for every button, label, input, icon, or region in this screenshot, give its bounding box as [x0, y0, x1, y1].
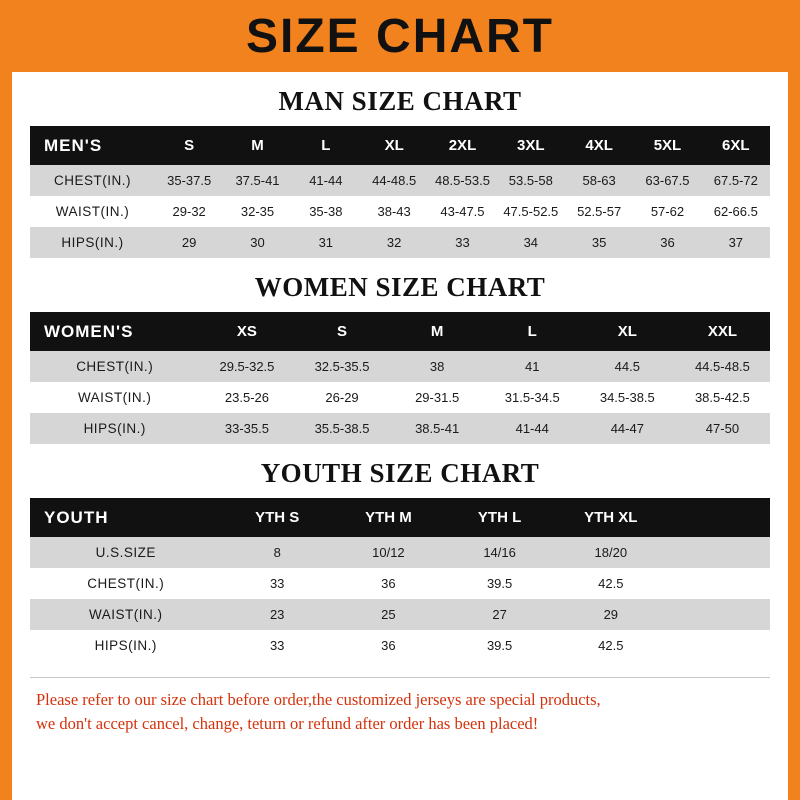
row-label-chest: CHEST(IN.): [76, 359, 154, 374]
cell: 27: [492, 607, 507, 622]
cell: 38.5-42.5: [694, 390, 750, 405]
cell: 41-44: [515, 421, 549, 436]
table-header-row: [30, 312, 770, 351]
cell: 44-48.5: [372, 173, 417, 188]
col-head-m: M: [430, 323, 444, 340]
col-head-yth-l: YTH L: [477, 509, 522, 526]
row-label-hips: HIPS(IN.): [61, 235, 124, 250]
cell: 35.5-38.5: [314, 421, 370, 436]
table-row: [30, 568, 770, 599]
section-title-men: MAN SIZE CHART: [278, 86, 522, 116]
cell: 67.5-72: [713, 173, 758, 188]
cell: 37: [728, 235, 744, 250]
table-row: [30, 382, 770, 413]
cell: 29-31.5: [415, 390, 460, 405]
cell: 18/20: [594, 545, 628, 560]
cell: 8: [273, 545, 281, 560]
col-head-yth-m: YTH M: [365, 509, 412, 526]
content-area: [12, 86, 788, 736]
cell: 37.5-41: [235, 173, 280, 188]
table-row: [30, 630, 770, 661]
cell: 26-29: [325, 390, 359, 405]
cell: 29-32: [172, 204, 206, 219]
cell: 35-37.5: [167, 173, 212, 188]
cell: 33: [269, 576, 285, 591]
cell: 23: [269, 607, 285, 622]
table-row: [30, 413, 770, 444]
footer-line-1: Please refer to our size chart before order,the customized jerseys are special products,: [36, 690, 601, 709]
col-head-s: S: [184, 137, 195, 154]
cell: 42.5: [598, 576, 624, 591]
row-label-chest: CHEST(IN.): [87, 576, 165, 591]
cell-spacer: [666, 630, 770, 661]
cell: 31.5-34.5: [504, 390, 560, 405]
section-title-youth: YOUTH SIZE CHART: [260, 458, 540, 488]
cell: 14/16: [483, 545, 516, 560]
cell: 35: [591, 235, 607, 250]
col-head-m: M: [251, 137, 264, 154]
cell-spacer: [666, 537, 770, 568]
cell: 38: [429, 359, 445, 374]
cell: 38.5-41: [415, 421, 460, 436]
women-size-table: [30, 312, 770, 444]
row-label-waist: WAIST(IN.): [89, 607, 163, 622]
cell: 32: [386, 235, 402, 250]
cell: 23.5-26: [224, 390, 269, 405]
col-head-s: S: [337, 323, 348, 340]
cell: 48.5-53.5: [435, 173, 490, 188]
cell: 62-66.5: [713, 204, 758, 219]
cell: 44.5-48.5: [694, 359, 750, 374]
row-label-hips: HIPS(IN.): [94, 638, 157, 653]
col-head-l: L: [527, 323, 537, 340]
cell: 52.5-57: [577, 204, 622, 219]
cell: 10/12: [372, 545, 405, 560]
table-row: [30, 165, 770, 196]
col-head-xl: XL: [617, 323, 637, 340]
col-head-3xl: 3XL: [517, 137, 545, 154]
cell: 29: [181, 235, 197, 250]
table-row: [30, 351, 770, 382]
row-label-hips: HIPS(IN.): [83, 421, 146, 436]
cell: 38-43: [377, 204, 411, 219]
table-row: [30, 599, 770, 630]
table-row: [30, 196, 770, 227]
section-men: [30, 86, 770, 258]
cell: 39.5: [486, 576, 513, 591]
table-row: [30, 537, 770, 568]
cell: 36: [381, 638, 396, 653]
col-head-mens: MEN'S: [44, 135, 103, 155]
table-header-row: [30, 498, 770, 537]
col-head-youth: YOUTH: [44, 507, 109, 527]
cell: 29: [603, 607, 619, 622]
section-title-women: WOMEN SIZE CHART: [254, 272, 546, 302]
col-head-yth-xl: YTH XL: [584, 509, 638, 526]
page-banner: [0, 0, 800, 72]
cell: 63-67.5: [645, 173, 690, 188]
cell: 39.5: [486, 638, 513, 653]
col-head-spacer: [666, 498, 770, 537]
table-header-row: [30, 126, 770, 165]
col-head-l: L: [321, 137, 331, 154]
row-label-waist: WAIST(IN.): [77, 390, 152, 405]
cell: 47.5-52.5: [503, 204, 559, 219]
cell: 35-38: [309, 204, 343, 219]
cell-spacer: [666, 599, 770, 630]
section-youth: [30, 458, 770, 661]
col-head-6xl: 6XL: [722, 137, 750, 154]
cell: 36: [660, 235, 675, 250]
cell: 53.5-58: [508, 173, 553, 188]
col-head-xl: XL: [384, 137, 404, 154]
cell: 44-47: [610, 421, 644, 436]
cell: 33-35.5: [224, 421, 269, 436]
cell: 41: [524, 359, 540, 374]
col-head-2xl: 2XL: [448, 137, 477, 154]
cell: 33: [269, 638, 285, 653]
row-label-us-size: U.S.SIZE: [95, 545, 156, 560]
cell: 33: [455, 235, 470, 250]
cell: 47-50: [705, 421, 740, 436]
footer-disclaimer: [30, 677, 770, 736]
col-head-womens: WOMEN'S: [44, 321, 134, 341]
youth-size-table: [30, 498, 770, 661]
cell: 34.5-38.5: [599, 390, 655, 405]
cell: 44.5: [614, 359, 640, 374]
cell: 36: [381, 576, 396, 591]
col-head-yth-s: YTH S: [255, 509, 300, 526]
cell: 31: [318, 235, 334, 250]
page-title: SIZE CHART: [246, 9, 554, 63]
footer-line-2: we don't accept cancel, change, teturn or refund after order has been placed!: [36, 713, 539, 733]
cell: 43-47.5: [440, 204, 485, 219]
cell: 32-35: [240, 204, 275, 219]
cell: 34: [523, 235, 539, 250]
cell: 30: [250, 235, 265, 250]
cell: 57-62: [650, 204, 685, 219]
col-head-xs: XS: [236, 323, 257, 340]
section-women: [30, 272, 770, 444]
table-row: [30, 227, 770, 258]
row-label-chest: CHEST(IN.): [54, 173, 131, 188]
cell: 41-44: [309, 173, 343, 188]
cell: 29.5-32.5: [219, 359, 275, 374]
cell: 58-63: [582, 173, 616, 188]
cell: 25: [381, 607, 396, 622]
men-size-table: [30, 126, 770, 258]
row-label-waist: WAIST(IN.): [55, 204, 130, 219]
col-head-4xl: 4XL: [585, 137, 613, 154]
cell: 42.5: [598, 638, 624, 653]
col-head-5xl: 5XL: [653, 137, 682, 154]
cell-spacer: [666, 568, 770, 599]
cell: 32.5-35.5: [314, 359, 370, 374]
col-head-xxl: XXL: [707, 323, 738, 340]
